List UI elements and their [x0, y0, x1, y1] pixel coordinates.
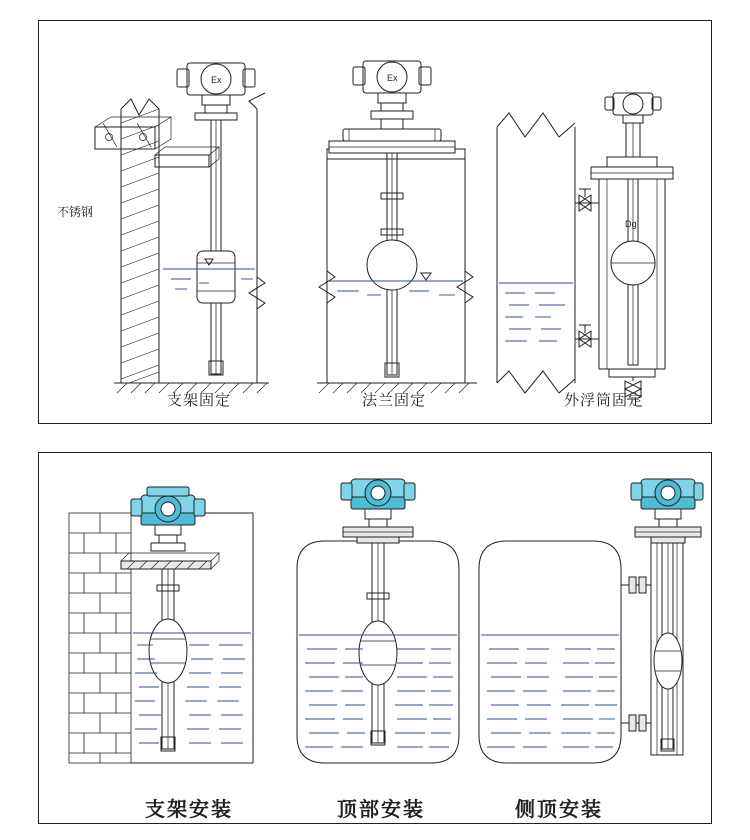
svg-text:Dg: Dg	[625, 219, 637, 229]
figure-flange-fixed	[289, 31, 504, 401]
caption-top-install: 顶部安装	[337, 799, 425, 821]
top-panel	[38, 20, 712, 424]
caption-bracket-install: 支架安装	[145, 799, 233, 821]
figure-external-chamber-fixed	[479, 31, 704, 401]
svg-text:Ex: Ex	[211, 75, 222, 85]
figure-top-install	[279, 473, 479, 773]
caption-flange-fixed: 法兰固定	[361, 392, 426, 409]
caption-bracket-fixed: 支架固定	[166, 392, 231, 409]
figure-side-top-install	[469, 473, 699, 773]
bottom-panel	[38, 452, 712, 824]
figure-bracket-fixed	[59, 31, 289, 401]
caption-side-top-install: 侧顶安装	[515, 799, 603, 821]
figure-bracket-install	[63, 473, 263, 773]
svg-text:Ex: Ex	[387, 73, 398, 83]
material-label: 不锈钢	[57, 205, 94, 219]
caption-external-chamber-fixed: 外浮筒固定	[563, 392, 644, 409]
